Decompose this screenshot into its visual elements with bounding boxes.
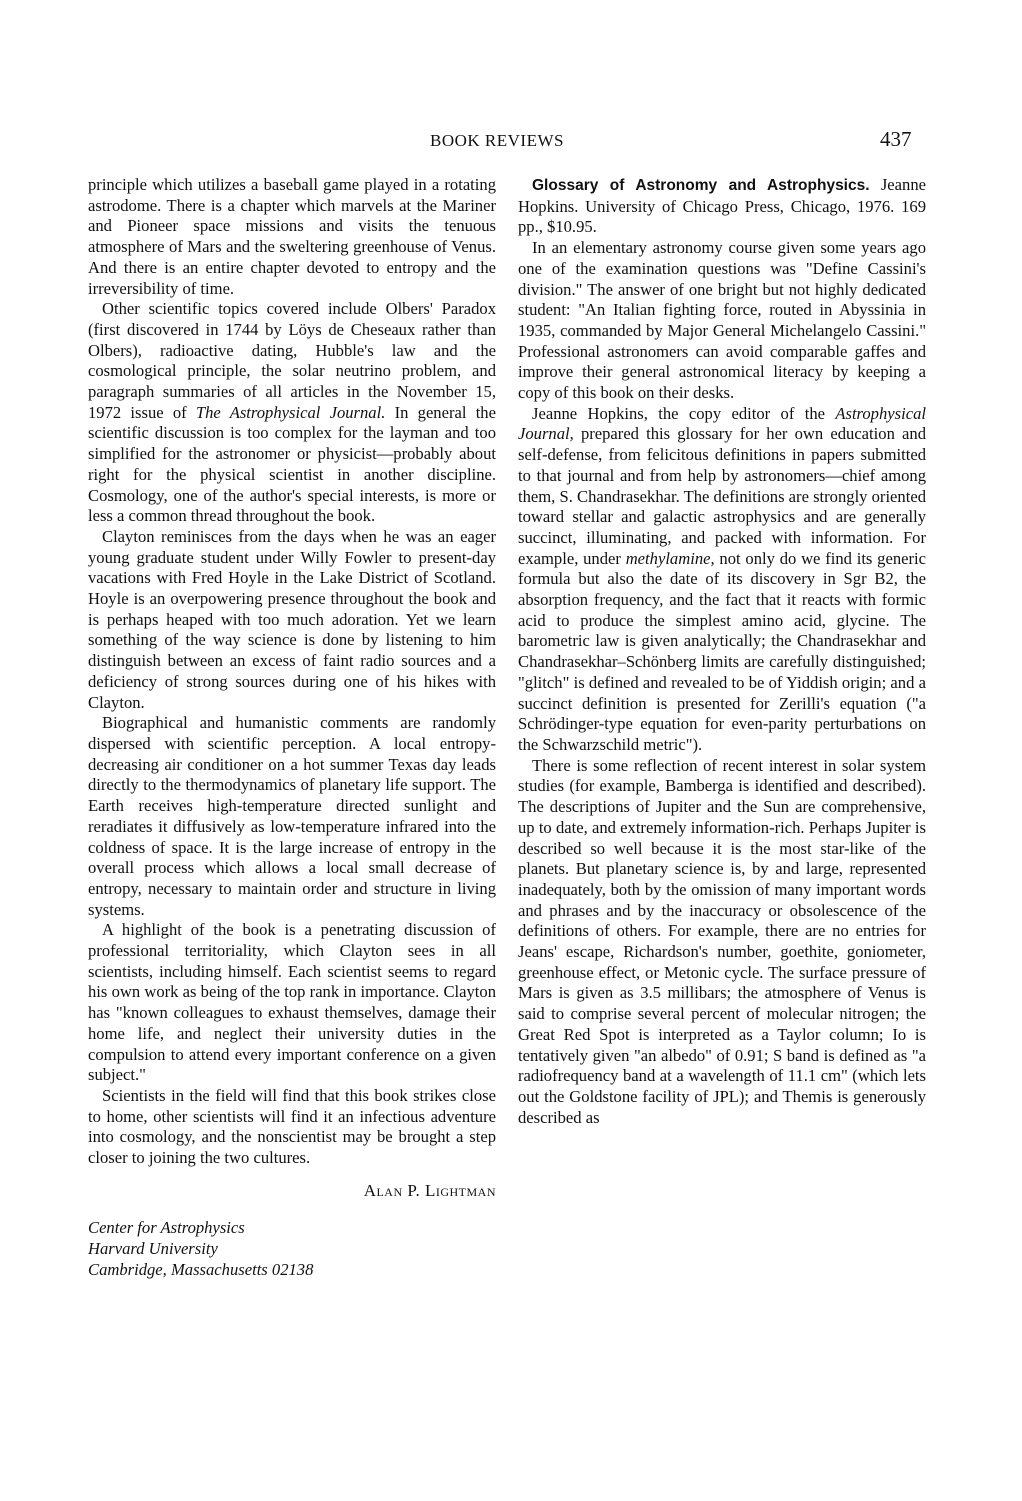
paragraph: A highlight of the book is a penetrating discussion of professional territoriality, which Clayton sees in all scientists, including himself. Each scientist seems to regard his own work as being of the top rank in importance. Clayton has "known colleagues to exhaust themselves, damage their home life, and neglect their university duties in the compulsion to attend every important conference on a given subject." <box>88 920 496 1085</box>
running-title: BOOK REVIEWS <box>430 131 564 150</box>
paragraph-text: In general the scientific discussion is too complex for the layman and too simplified for the astronomer or physicist—probably about right for the physical scientist in another discipline. Cosmology, one of the author's special interests, is more or less a common thread throughout the book. <box>88 402 496 526</box>
right-column <box>518 175 926 1128</box>
journal-title: Astrophysical Journal, <box>518 403 926 444</box>
citation-details: Jeanne Hopkins. University of Chicago Press, Chicago, 1976. 169 pp., $10.95. <box>518 175 926 237</box>
paragraph-text: not only do we find its generic formula but also the date of its discovery in Sgr B2, the absorption frequency, and the fact that it reacts with formic acid to produce the simplest amino acid, glycine. The barometric law is given analytically; the Chandrasekhar and Chandrasekhar–Schönberg limits are carefully distinguished; "glitch" is defined and revealed to be of Yiddish origin; and a succinct definition is presented for Zerilli's equation ("a Schrödinger-type equation for even-parity perturbations on the Schwarzschild metric"). <box>518 548 926 754</box>
paragraph: Biographical and humanistic comments are randomly dispersed with scientific perception. A local entropy-decreasing air conditioner on a hot summer Texas day leads directly to the thermodynamics of planetary life support. The Earth receives high-temperature directed sunlight and reradiates it diffusively as low-temperature infrared into the coldness of space. It is the large increase of entropy in the overall process which allows a local small decrease of entropy, necessary to maintain order and structure in living systems. <box>88 713 496 919</box>
paragraph: There is some reflection of recent interest in solar system studies (for example, Bamberga is identified and described). The descriptions of Jupiter and the Sun are comprehensive, up to date, and extremely information-rich. Perhaps Jupiter is described so well because it is the most star-like of the planets. But planetary science is, by and large, represented inadequately, both by the omission of many important words and phrases and by the inaccuracy or obsolescence of the definitions of others. For example, there are no entries for Jeans' escape, Richardson's number, goethite, goniometer, greenhouse effect, or Metonic cycle. The surface pressure of Mars is given as 3.5 millibars; the atmosphere of Venus is said to comprise several percent of molecular nitrogen; the Great Red Spot is interpreted as a Taylor column; Io is tentatively given "an albedo" of 0.91; S band is defined as "a radiofrequency band at a wavelength of 11.1 cm" (which lets out the Goldstone facility of JPL); and Themis is generously described as <box>518 755 926 1127</box>
paragraph-text: Other scientific topics covered include Olbers' Paradox (first discovered in 1744 by Löys de Cheseaux rather than Olbers), radioactive dating, Hubble's law and the cosmological principle, the solar neutrino problem, and paragraph summaries of all articles in the November 15, 1972 issue of <box>88 299 496 422</box>
book-citation <box>518 175 926 238</box>
book-title: Glossary of Astronomy and Astrophysics. <box>532 177 870 194</box>
page-header <box>0 127 1022 157</box>
left-column <box>88 175 496 1280</box>
affiliation-line: Cambridge, Massachusetts 02138 <box>88 1260 314 1280</box>
paragraph <box>88 299 496 527</box>
journal-title: The Astrophysical Journal. <box>195 402 386 422</box>
paragraph <box>518 404 926 756</box>
paragraph-text: Jeanne Hopkins, the copy editor of the <box>532 403 836 423</box>
affiliation-line: Center for Astrophysics <box>88 1218 245 1238</box>
paragraph: Clayton reminisces from the days when he was an eager young graduate student under Willy Fowler to present-day vacations with Fred Hoyle in the Lake District of Scotland. Hoyle is an overpowering presence throughout the book and is perhaps heaped with too much adoration. Yet we learn something of the way science is done by listening to him distinguish between an excess of faint radio sources and a deficiency of strong sources during one of his hikes with Clayton. <box>88 526 496 712</box>
affiliation-line: Harvard University <box>88 1239 218 1259</box>
paragraph-text: prepared this glossary for her own education and self-defense, from felicitous definitions in papers submitted to that journal and from help by astronomers—chief among them, S. Chandrasekhar. The definitions are strongly oriented toward stellar and galactic astrophysics and are generally succinct, illuminating, and packed with information. For example, under <box>518 424 926 568</box>
paragraph: principle which utilizes a baseball game played in a rotating astrodome. There is a chapter which marvels at the Mariner and Pioneer space missions and visits the tenuous atmosphere of Mars and the sweltering greenhouse of Venus. And there is an entire chapter devoted to entropy and the irreversibility of time. <box>88 175 496 298</box>
paragraph: Scientists in the field will find that this book strikes close to home, other scientists will find it an infectious adventure into cosmology, and the nonscientist may be brought a step closer to joining the two cultures. <box>88 1085 496 1168</box>
paragraph: In an elementary astronomy course given some years ago one of the examination questions was "Define Cassini's division." The answer of one bright but not highly dedicated student: "An Italian fighting force, routed in Abyssinia in 1935, commanded by Major General Michelangelo Cassini." Professional astronomers can avoid comparable gaffes and improve their general astronomical literacy by keeping a copy of this book on their desks. <box>518 238 926 403</box>
reviewer-byline: Alan P. Lightman <box>363 1180 496 1200</box>
glossary-term: methylamine, <box>625 548 715 568</box>
reviewer-affiliation <box>88 1217 496 1280</box>
page-number: 437 <box>880 127 912 151</box>
